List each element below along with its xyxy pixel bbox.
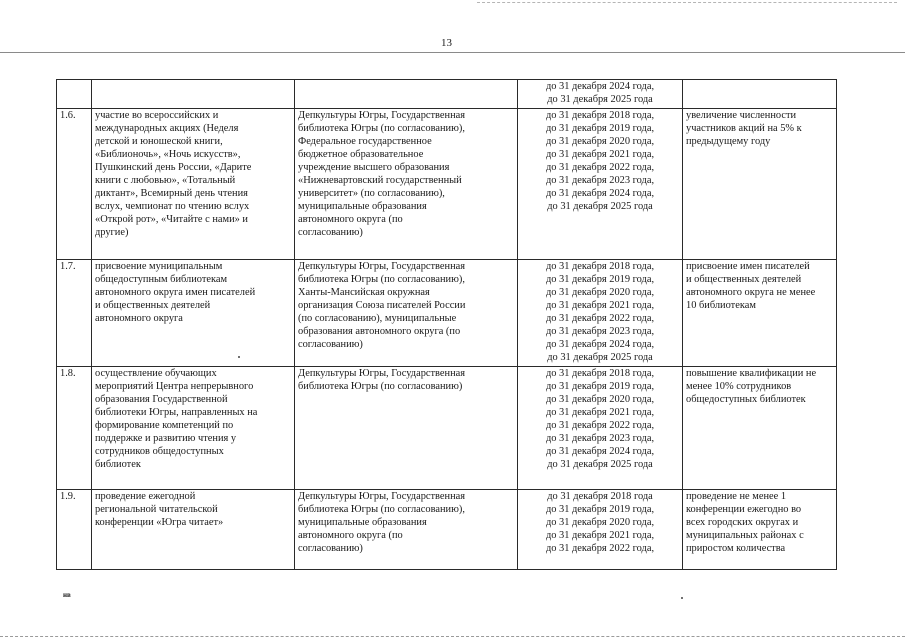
scan-speck [238, 356, 240, 358]
page-number: 13 [441, 37, 452, 49]
deadline-date: до 31 декабря 2019 года, [545, 274, 655, 285]
deadline-date: до 31 декабря 2022 года, [545, 162, 655, 173]
deadline-date: до 31 декабря 2020 года, [545, 136, 655, 147]
deadline-date: до 31 декабря 2025 года [547, 352, 653, 363]
deadlines-cell [518, 367, 683, 490]
table-row [57, 490, 837, 570]
measure-name: осуществление обучающих мероприятий Центра непрерывного образования Государственной библиотеки Югры, направленных на формирование компетенций по поддержке и развитию чтения у сотрудников общедоступных библиотек [92, 367, 295, 490]
deadline-date: до 31 декабря 2021 года, [545, 149, 655, 160]
expected-result: проведение не менее 1 конференции ежегодно во всех городских округах и муниципальных районах с приростом количества [683, 490, 837, 570]
deadline-date: до 31 декабря 2018 года, [545, 368, 655, 379]
deadline-date: до 31 декабря 2020 года, [545, 394, 655, 405]
action-plan-table [56, 79, 837, 570]
deadlines-cell [518, 490, 683, 570]
deadline-date: до 31 декабря 2024 года, [545, 446, 655, 457]
deadline-date: до 31 декабря 2025 года [547, 94, 653, 105]
deadline-date: до 31 декабря 2025 года [547, 459, 653, 470]
deadlines-cell [518, 109, 683, 260]
deadline-date: до 31 декабря 2024 года, [545, 81, 655, 92]
deadline-date: до 31 декабря 2019 года, [545, 504, 655, 515]
deadline-date: до 31 декабря 2022 года, [545, 543, 655, 554]
table-row [57, 260, 837, 367]
row-number: 1.6. [57, 109, 92, 260]
table-row [57, 367, 837, 490]
deadline-date: до 31 декабря 2024 года, [545, 339, 655, 350]
responsible-executors: Депкультуры Югры, Государственная библиотека Югры (по согласованию), муниципальные образования автономного округа (по согласованию) [295, 490, 518, 570]
responsible-executors [295, 80, 518, 109]
expected-result: повышение квалификации не менее 10% сотрудников общедоступных библиотек [683, 367, 837, 490]
deadline-date: до 31 декабря 2019 года, [545, 381, 655, 392]
row-number [57, 80, 92, 109]
deadline-date: до 31 декабря 2018 года, [545, 110, 655, 121]
scan-artifact-top-dash [477, 2, 897, 3]
deadlines-cell [518, 260, 683, 367]
deadline-date: до 31 декабря 2019 года, [545, 123, 655, 134]
measure-name: присвоение муниципальным общедоступным библиотекам автономного округа имен писателей и общественных деятелей автономного округа [92, 260, 295, 367]
expected-result [683, 80, 837, 109]
expected-result: присвоение имен писателей и общественных деятелей автономного округа не менее 10 библиотекам [683, 260, 837, 367]
deadline-date: до 31 декабря 2018 года [547, 491, 653, 502]
measure-name: участие во всероссийских и международных акциях (Неделя детской и юношеской книги, «Библионочь», «Ночь искусств», Пушкинский день России, «Дарите книги с любовью», «Тотальный диктант», Всемирный день чтения вслух, чемпионат по чтению вслух «Открой рот», «Читайте с нами» и другие) [92, 109, 295, 260]
deadline-date: до 31 декабря 2020 года, [545, 517, 655, 528]
footer-code: нв [63, 591, 71, 599]
row-number: 1.8. [57, 367, 92, 490]
deadline-date: до 31 декабря 2023 года, [545, 433, 655, 444]
deadline-date: до 31 декабря 2023 года, [545, 175, 655, 186]
measure-name: проведение ежегодной региональной читательской конференции «Югра читает» [92, 490, 295, 570]
deadline-date: до 31 декабря 2022 года, [545, 420, 655, 431]
row-number: 1.7. [57, 260, 92, 367]
expected-result: увеличение численности участников акций на 5% к предыдущему году [683, 109, 837, 260]
table-row [57, 80, 837, 109]
scan-artifact-top-line [0, 52, 905, 53]
scan-speck [681, 597, 683, 599]
responsible-executors: Депкультуры Югры, Государственная библиотека Югры (по согласованию) [295, 367, 518, 490]
deadline-date: до 31 декабря 2025 года [547, 201, 653, 212]
responsible-executors: Депкультуры Югры, Государственная библиотека Югры (по согласованию), Ханты-Мансийская окружная организация Союза писателей России (по согласованию), муниципальные образования автономного округа (по согласованию) [295, 260, 518, 367]
deadline-date: до 31 декабря 2022 года, [545, 313, 655, 324]
deadline-date: до 31 декабря 2024 года, [545, 188, 655, 199]
scan-artifact-bottom-line [0, 636, 905, 637]
deadline-date: до 31 декабря 2020 года, [545, 287, 655, 298]
deadline-date: до 31 декабря 2023 года, [545, 326, 655, 337]
deadline-date: до 31 декабря 2021 года, [545, 300, 655, 311]
deadlines-cell [518, 80, 683, 109]
row-number: 1.9. [57, 490, 92, 570]
deadline-date: до 31 декабря 2021 года, [545, 530, 655, 541]
deadline-date: до 31 декабря 2021 года, [545, 407, 655, 418]
responsible-executors: Депкультуры Югры, Государственная библиотека Югры (по согласованию), Федеральное государственное бюджетное образовательное учреждение высшего образования «Нижневартовский государственный университет» (по согласованию), муниципальные образования автономного округа (по согласованию) [295, 109, 518, 260]
table-row [57, 109, 837, 260]
measure-name [92, 80, 295, 109]
deadline-date: до 31 декабря 2018 года, [545, 261, 655, 272]
